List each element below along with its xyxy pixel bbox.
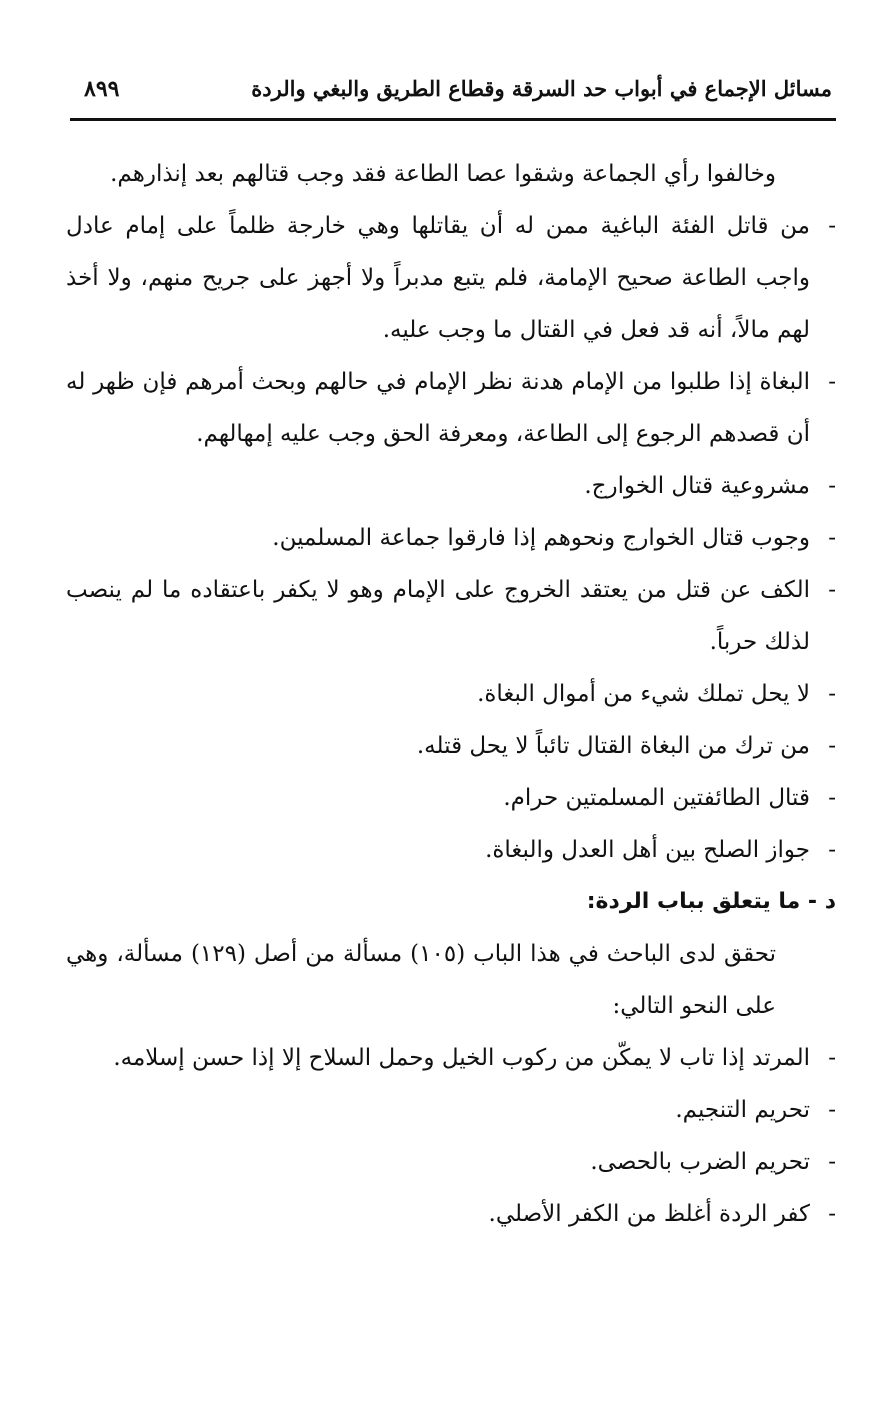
list-dash: - bbox=[828, 577, 836, 603]
list-item bbox=[66, 720, 836, 772]
list-item bbox=[66, 824, 836, 876]
section-intro: تحقق لدى الباحث في هذا الباب (١٠٥) مسألة من أصل (١٢٩) مسألة، وهي على النحو التالي: bbox=[66, 941, 777, 1019]
list-dash: - bbox=[828, 681, 836, 707]
page-body bbox=[66, 148, 836, 1240]
list-item bbox=[66, 200, 836, 356]
list-dash: - bbox=[828, 1045, 836, 1071]
list-dash: - bbox=[828, 785, 836, 811]
list-item bbox=[66, 1188, 836, 1240]
page-header bbox=[70, 72, 832, 106]
list-item-text: وجوب قتال الخوارج ونحوهم إذا فارقوا جماعة المسلمين. bbox=[272, 525, 810, 551]
header-divider bbox=[70, 118, 836, 121]
list-item bbox=[66, 512, 836, 564]
list-dash: - bbox=[828, 213, 836, 239]
list-dash: - bbox=[828, 1149, 836, 1175]
list-item-text: الكف عن قتل من يعتقد الخروج على الإمام وهو لا يكفر باعتقاده ما لم ينصب لذلك حرباً. bbox=[66, 577, 810, 655]
list-item bbox=[66, 1084, 836, 1136]
list-item-text: تحريم الضرب بالحصى. bbox=[590, 1149, 810, 1175]
list-item-text: كفر الردة أغلظ من الكفر الأصلي. bbox=[488, 1201, 810, 1227]
list-dash: - bbox=[828, 369, 836, 395]
list-item-text: من قاتل الفئة الباغية ممن له أن يقاتلها وهي خارجة ظلماً على إمام عادل واجب الطاعة صحيح الإمامة، فلم يتبع مدبراً ولا أجهز على جريح منهم، ولا أخذ لهم مالاً، أنه قد فعل في القتال ما وجب عليه. bbox=[66, 213, 810, 343]
list-item bbox=[66, 772, 836, 824]
page-number: ٨٩٩ bbox=[84, 76, 120, 102]
list-item bbox=[66, 1136, 836, 1188]
list-item-text: مشروعية قتال الخوارج. bbox=[584, 473, 810, 499]
list-item-text: تحريم التنجيم. bbox=[675, 1097, 810, 1123]
apostasy-list bbox=[66, 1032, 836, 1240]
section-heading: د - ما يتعلق بباب الردة: bbox=[586, 889, 836, 914]
list-item-text: جواز الصلح بين أهل العدل والبغاة. bbox=[485, 837, 810, 863]
list-dash: - bbox=[828, 1201, 836, 1227]
list-item-text: من ترك من البغاة القتال تائباً لا يحل قتله. bbox=[416, 733, 810, 759]
list-dash: - bbox=[828, 525, 836, 551]
list-item bbox=[66, 460, 836, 512]
list-item-text: البغاة إذا طلبوا من الإمام هدنة نظر الإمام في حالهم وبحث أمرهم فإن ظهر له أن قصدهم الرجوع إلى الطاعة، ومعرفة الحق وجب عليه إمهالهم. bbox=[66, 369, 810, 447]
list-item-text: المرتد إذا تاب لا يمكّن من ركوب الخيل وحمل السلاح إلا إذا حسن إسلامه. bbox=[113, 1045, 810, 1071]
intro-paragraph: وخالفوا رأي الجماعة وشقوا عصا الطاعة فقد وجب قتالهم بعد إنذارهم. bbox=[110, 161, 776, 187]
list-item-text: لا يحل تملك شيء من أموال البغاة. bbox=[477, 681, 810, 707]
list-dash: - bbox=[828, 473, 836, 499]
list-item-text: قتال الطائفتين المسلمتين حرام. bbox=[503, 785, 810, 811]
list-item bbox=[66, 564, 836, 668]
list-dash: - bbox=[828, 837, 836, 863]
rebels-list bbox=[66, 200, 836, 876]
list-item bbox=[66, 668, 836, 720]
list-item bbox=[66, 1032, 836, 1084]
running-title: مسائل الإجماع في أبواب حد السرقة وقطاع الطريق والبغي والردة bbox=[251, 76, 832, 101]
list-dash: - bbox=[828, 1097, 836, 1123]
list-item bbox=[66, 356, 836, 460]
list-dash: - bbox=[828, 733, 836, 759]
